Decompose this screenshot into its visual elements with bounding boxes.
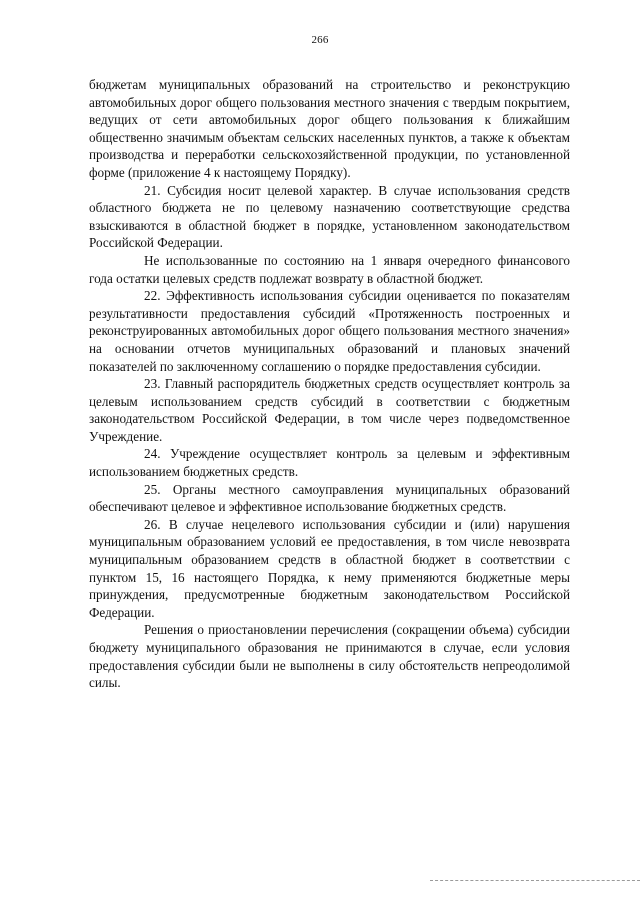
scan-edge-line <box>430 880 640 881</box>
paragraph-item-24: 24. Учреждение осуществляет контроль за целевым и эффективным использованием бюджетных средств. <box>89 446 570 480</box>
page-number: 266 <box>311 34 329 46</box>
paragraph-item-21: 21. Субсидия носит целевой характер. В случае использования средств областного бюджета не по целевому назначению соответствующие средства взыскиваются в областной бюджет в порядке, установленном законодательством Российской Федерации. <box>89 182 570 251</box>
paragraph-continuation: бюджетам муниципальных образований на строительство и реконструкцию автомобильных дорог общего пользования местного значения с твердым покрытием, ведущих от сети автомобильных дорог общего пользования к ближайшим общественно значимым объектам сельских населенных пунктов, а также к объектам производства и переработки сельскохозяйственной продукции, по установленной форме (приложение 4 к настоящему Порядку). <box>89 77 570 180</box>
document-body <box>89 76 570 692</box>
paragraph-item-26: 26. В случае нецелевого использования субсидии и (или) нарушения муниципальным образованием условий ее предоставления, в том числе невозврата муниципальным образованием средств в областной бюджет в соответствии с пунктом 15, 16 настоящего Порядка, к нему применяются бюджетные меры принуждения, предусмотренные бюджетным законодательством Российской Федерации. <box>89 516 570 620</box>
paragraph-item-23: 23. Главный распорядитель бюджетных средств осуществляет контроль за целевым использованием средств субсидий в соответствии с бюджетным законодательством Российской Федерации, в том числе через подведомственное Учреждение. <box>89 376 570 444</box>
paragraph-item-25: 25. Органы местного самоуправления муниципальных образований обеспечивают целевое и эффективное использование бюджетных средств. <box>89 481 570 515</box>
paragraph-item-22: 22. Эффективность использования субсидии оценивается по показателям результативности предоставления субсидий «Протяженность построенных и реконструированных автомобильных дорог общего пользования местного значения» на основании отчетов муниципальных образований и плановых значений показателей по заключенному соглашению о порядке предоставления субсидии. <box>89 288 570 374</box>
paragraph-unused-funds: Не использованные по состоянию на 1 января очередного финансового года остатки целевых средств подлежат возврату в областной бюджет. <box>89 252 570 286</box>
paragraph-suspension-decisions: Решения о приостановлении перечисления (сокращении объема) субсидии бюджету муниципального образования не принимаются в случае, если условия предоставления субсидии были не выполнены в силу обстоятельств непреодолимой силы. <box>89 622 570 691</box>
